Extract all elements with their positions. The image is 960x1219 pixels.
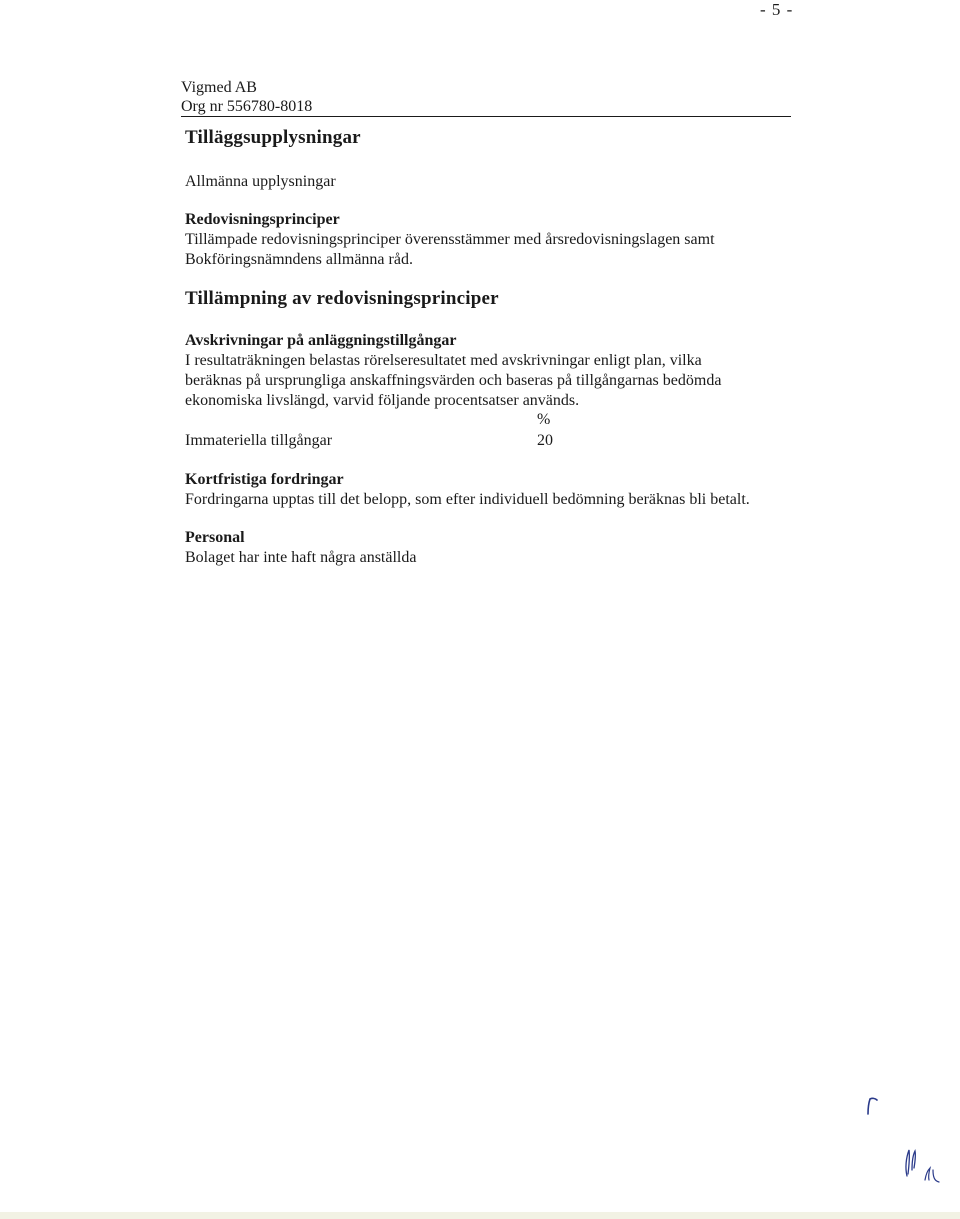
org-number: Org nr 556780-8018 (181, 97, 791, 117)
personnel-heading: Personal (185, 529, 245, 546)
receivables-text: Fordringarna upptas till det belopp, som efter individuell bedömning beräknas bli betalt. (185, 491, 750, 508)
application-heading: Tillämpning av redovisningsprinciper (185, 288, 499, 309)
page-number: - 5 - (760, 0, 794, 19)
percent-header: % (537, 411, 551, 428)
accounting-principles-line2: Bokföringsnämndens allmänna råd. (185, 251, 413, 268)
signature-mark-1 (860, 1090, 890, 1120)
depreciation-row-value: 20 (537, 432, 553, 449)
depreciation-line1: I resultaträkningen belastas rörelseresultatet med avskrivningar enligt plan, vilka (185, 352, 702, 369)
accounting-principles-line1: Tillämpade redovisningsprinciper överensstämmer med årsredovisningslagen samt (185, 231, 715, 248)
general-info-heading: Allmänna upplysningar (185, 173, 336, 190)
depreciation-row-label: Immateriella tillgångar (185, 432, 333, 449)
personnel-text: Bolaget har inte haft några anställda (185, 549, 417, 566)
depreciation-line3: ekonomiska livslängd, varvid följande procentsatser används. (185, 392, 580, 409)
company-name: Vigmed AB (181, 79, 257, 96)
depreciation-line2: beräknas på ursprungliga anskaffningsvärden och baseras på tillgångarnas bedömda (185, 372, 722, 389)
signature-initials (895, 1140, 955, 1190)
accounting-principles-section (185, 210, 825, 270)
depreciation-section (185, 331, 825, 411)
depreciation-heading: Avskrivningar på anläggningstillgångar (185, 332, 457, 349)
company-header (181, 78, 791, 117)
receivables-heading: Kortfristiga fordringar (185, 471, 344, 488)
personnel-section (185, 528, 825, 568)
accounting-principles-heading: Redovisningsprinciper (185, 211, 340, 228)
receivables-section (185, 470, 825, 510)
page-title: Tilläggsupplysningar (185, 127, 361, 148)
scan-edge (0, 1212, 960, 1219)
